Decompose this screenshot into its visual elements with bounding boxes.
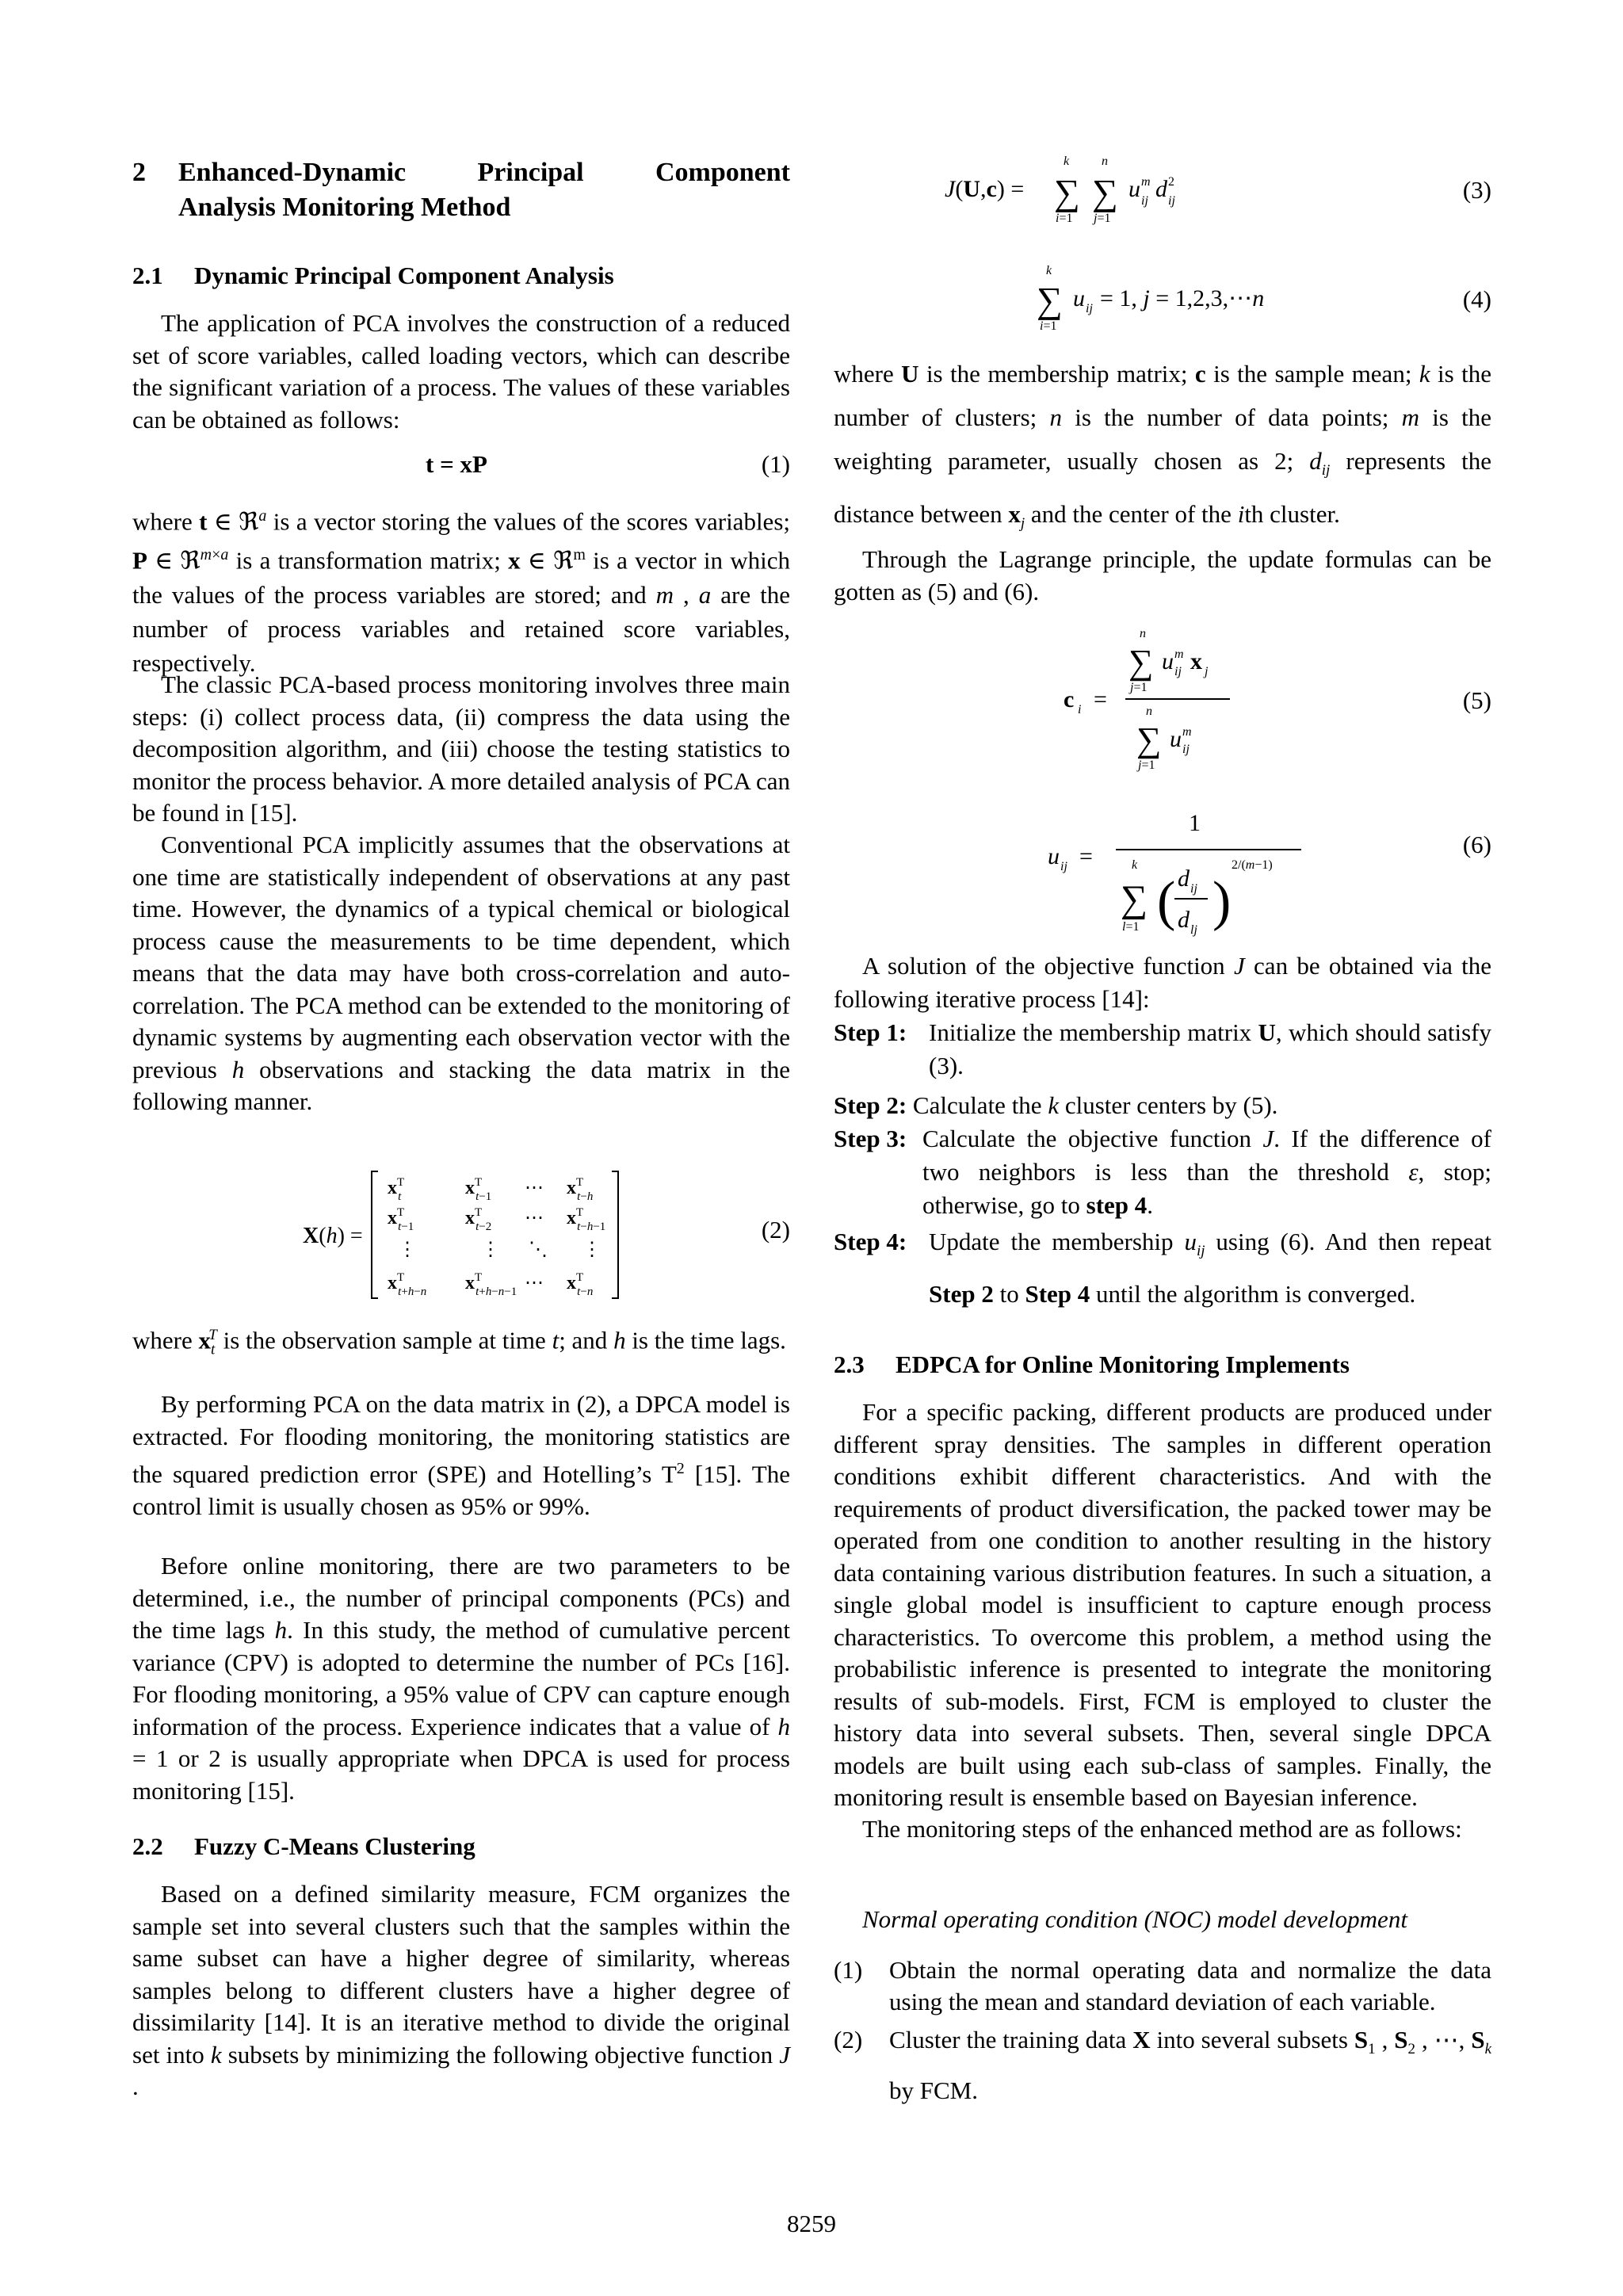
svg-text:m: m	[1174, 648, 1184, 661]
section-2-3-heading	[834, 1349, 1491, 1381]
list-item-1-number: (1)	[834, 1956, 863, 1984]
svg-text:c: c	[1064, 686, 1075, 712]
equation-1-body: t = xP	[426, 450, 487, 478]
step-4: Step 4: Update the membership $u_{ij}$ using (6). And then repeat Step 2 to Step 4 until the algorithm is converged.	[834, 1221, 1491, 1316]
list-item-1	[834, 1954, 1491, 2018]
svg-text:j: j	[1205, 665, 1209, 678]
svg-text:ij: ij	[1174, 665, 1182, 678]
section-2-1-number: 2.1	[132, 262, 163, 289]
list-item-2	[834, 2019, 1491, 2111]
paragraph-pca-intro: The application of PCA involves the construction of a reduced set of score variables, called loading vectors, which can describe the significant variation of a process. The values of these variables can be obtained as follows:	[132, 309, 790, 434]
step-1: Step 1: Initialize the membership matrix U, which should satisfy (3).	[834, 1016, 1491, 1083]
svg-text:n: n	[1140, 627, 1146, 640]
equation-5-body	[1064, 626, 1460, 777]
section-2-2-number: 2.2	[132, 1832, 163, 1860]
section-2-2-title: Fuzzy C-Means Clustering	[194, 1832, 475, 1860]
equation-4-body	[1032, 262, 1428, 333]
paragraph-dpca-model: By performing PCA on the data matrix in (2), a DPCA model is extracted. For flooding monitoring, the monitoring statistics are the squared prediction error (SPE) and Hotelling’s $T^2$ [15]. The control limit is usually chosen as 95% or 99%.	[132, 1390, 790, 1520]
equation-3-tag: (3)	[1462, 176, 1491, 204]
section-2-1-title: Dynamic Principal Component Analysis	[194, 262, 614, 289]
svg-text:= 1, j = 1,2,3,⋯n: = 1, j = 1,2,3,⋯n	[1100, 285, 1265, 311]
svg-text:n: n	[1146, 705, 1152, 718]
step-3-label: Step 3:	[834, 1125, 907, 1152]
svg-text:ij: ij	[1168, 194, 1175, 208]
svg-text:⋯: ⋯	[525, 1208, 544, 1228]
section-2-1-heading	[132, 260, 790, 292]
subheading-noc-model: Normal operating condition (NOC) model development	[862, 1905, 1407, 1933]
paragraph-pca-steps: The classic PCA-based process monitoring involves three main steps: (i) collect process data, (ii) compress the data using the decomposition algorithm, and (iii) choose the testing statistics to monitor the process behavior. A more detailed analysis of PCA can be found in [15].	[132, 670, 790, 827]
svg-text:j=1: j=1	[1138, 758, 1155, 772]
svg-text:2/(m−1): 2/(m−1)	[1232, 858, 1273, 872]
svg-text:J(U,c) =: J(U,c) =	[945, 176, 1025, 202]
svg-text:i=1: i=1	[1056, 212, 1073, 225]
svg-text:xTt−n: $x^T$ t−n	[567, 1271, 594, 1298]
section-2-number: 2	[132, 158, 146, 187]
equation-3-body	[945, 155, 1420, 227]
equation-2-tag: (2)	[761, 1216, 790, 1244]
equation-5-tag: (5)	[1462, 686, 1491, 714]
paragraph-iterative-solution: A solution of the objective function J can be obtained via the following iterative process [14]:	[834, 952, 1491, 1013]
svg-text:∑: ∑	[1092, 172, 1118, 212]
paragraph-conventional-pca: Conventional PCA implicitly assumes that the observations at one time are statistically independent of observations at any past time. However, the dynamics of a typical chemical or biological process cause the measurements to be time dependent, which means that the data may have both cross-correlation and auto-correlation. The PCA method can be extended to the monitoring of dynamic systems by augmenting each observation vector with the previous h observations and stacking the data matrix in the following manner.	[132, 831, 791, 1115]
svg-text:(: (	[1157, 871, 1176, 932]
paragraph-fcm-intro: Based on a defined similarity measure, FCM organizes the sample set into several clusters such that the samples within the same subset can have a higher degree of similarity, whereas samples belong to different clusters have a higher degree of dissimilarity [14]. It is an iterative method to divide the original set into k subsets by minimizing the following objective function J .	[132, 1880, 790, 2100]
svg-text:xTt+h−n: $x^T$ t+h−n	[388, 1271, 427, 1298]
page-number: 8259	[787, 2210, 836, 2237]
svg-text:⋯: ⋯	[525, 1178, 544, 1198]
equation-1-tag: (1)	[761, 450, 790, 478]
svg-text:x: x	[1190, 648, 1202, 674]
equation-4	[834, 262, 1491, 333]
section-2-3-number: 2.3	[834, 1350, 865, 1378]
svg-text:∑: ∑	[1054, 172, 1080, 212]
svg-text:2: 2	[1168, 175, 1174, 189]
svg-text:ij: ij	[1141, 194, 1148, 208]
equation-3	[834, 155, 1491, 227]
svg-text:xTt−1: $x^T$ t−1	[388, 1206, 414, 1233]
list-item-2-text: Cluster the training data X into several subsets $S_1$ , $S_2$ , ⋯, $S_k$ by FCM.	[889, 2026, 1491, 2105]
svg-text:d: d	[1178, 907, 1190, 933]
svg-text:xTt−2: $x^T$ t−2	[465, 1206, 492, 1233]
section-2-heading	[132, 155, 790, 225]
equation-2	[132, 1163, 790, 1306]
svg-text:u: u	[1162, 648, 1174, 674]
svg-text:m: m	[1182, 725, 1192, 739]
paragraph-monitoring-steps: The monitoring steps of the enhanced method are as follows:	[862, 1815, 1462, 1843]
step-3: Step 3: Calculate the objective function J. If the difference of two neighbors is less than the threshold ε, stop; otherwise, go to step 4.	[834, 1122, 1491, 1222]
equation-6-body	[1048, 800, 1444, 943]
svg-text:i: i	[1078, 703, 1082, 716]
svg-text:∑: ∑	[1037, 280, 1063, 320]
svg-text:⋮: ⋮	[481, 1240, 500, 1260]
svg-text:⋮: ⋮	[398, 1240, 417, 1260]
equation-2-matrix	[132, 1163, 790, 1306]
svg-text:ij: ij	[1190, 882, 1197, 896]
equation-1	[132, 444, 790, 491]
svg-text:j=1: j=1	[1094, 212, 1111, 225]
step-4-label: Step 4:	[834, 1228, 907, 1255]
svg-text:xTt−h: $x^T$ t−h	[567, 1176, 594, 1203]
step-1-label: Step 1:	[834, 1018, 907, 1046]
svg-text:xTt−h−1: $x^T$ t−h−1	[567, 1206, 606, 1233]
paragraph-observation-sample: where $x_t^T$ is the observation sample at time t; and h is the time lags.	[132, 1326, 786, 1358]
svg-text:u: u	[1128, 176, 1140, 202]
svg-text:d: d	[1155, 176, 1167, 202]
svg-text:u: u	[1073, 285, 1085, 311]
svg-text:d: d	[1178, 865, 1190, 892]
step-2-label: Step 2:	[834, 1091, 907, 1119]
svg-text:1: 1	[1189, 810, 1201, 836]
svg-text:⋱: ⋱	[529, 1240, 548, 1260]
equation-4-tag: (4)	[1462, 285, 1491, 313]
svg-text:l=1: l=1	[1122, 920, 1140, 934]
paragraph-edpca-motivation: For a specific packing, different products are produced under different spray densities. The samples in different operation conditions exhibit different characteristics. And with the requirements of product diversification, the packed tower may be operated from one condition to another resulting in the history data containing various distribution features. In such a situation, a single global model is insufficient to capture enough process characteristics. To overcome this problem, a method using the probabilistic inference is presented to integrate the monitoring results of sub-models. First, FCM is employed to cluster the history data into several subsets. Then, several single DPCA models are built using each sub-class of samples. Finally, the monitoring result is ensemble based on Bayesian inference.	[834, 1398, 1491, 1811]
section-2-title-line1: Enhanced-Dynamic Principal Component	[178, 158, 790, 187]
paragraph-online-monitoring: Before online monitoring, there are two parameters to be determined, i.e., the number of principal components (PCs) and the time lags h. In this study, the method of cumulative percent variance (CPV) is adopted to determine the number of PCs [16]. For flooding monitoring, a 95% value of CPV can capture enough information of the process. Experience indicates that a value of h = 1 or 2 is usually appropriate when DPCA is used for process monitoring [15].	[132, 1552, 790, 1805]
svg-text:=: =	[1079, 843, 1093, 869]
svg-text:n: n	[1102, 155, 1108, 168]
step-2: Step 2: Calculate the k cluster centers by (5).	[834, 1091, 1278, 1119]
svg-text:u: u	[1170, 726, 1182, 752]
paragraph-lagrange: Through the Lagrange principle, the update formulas can be gotten as (5) and (6).	[834, 545, 1491, 606]
paragraph-pca-variables: where t ∈ ℜ$^a$ is a vector storing the values of the scores variables; P ∈ ℜ$^{m\times a}$ is a transformation matrix; x ∈ ℜ$^m$ is a vector in which the values of the process variables are stored; and m , a are the number of process variables and retained score variables, respectively.	[132, 507, 791, 677]
svg-text:u: u	[1048, 843, 1060, 869]
section-2-title-line2: Analysis Monitoring Method	[178, 193, 511, 222]
section-2-2-heading	[132, 1831, 790, 1862]
svg-text:⋯: ⋯	[525, 1273, 544, 1293]
svg-text:k: k	[1132, 858, 1138, 872]
svg-text:m: m	[1141, 175, 1151, 189]
svg-text:∑: ∑	[1128, 643, 1154, 682]
equation-6-tag: (6)	[1462, 831, 1491, 858]
svg-text:xTt−1: $x^T$ t−1	[465, 1176, 492, 1203]
list-item-1-text: Obtain the normal operating data and normalize the data using the mean and standard deviation of each variable.	[889, 1956, 1491, 2015]
svg-text:k: k	[1064, 155, 1070, 168]
svg-text:lj: lj	[1190, 923, 1197, 937]
svg-text:k: k	[1046, 264, 1052, 277]
section-2-3-title: EDPCA for Online Monitoring Implements	[896, 1350, 1350, 1378]
svg-text:j=1: j=1	[1130, 681, 1148, 694]
paragraph-fcm-variables: where U is the membership matrix; c is the sample mean; k is the number of clusters; n is the number of data points; m is the weighting parameter, usually chosen as 2; $d_{ij}$ represents the distance between $x_j$ and the center of the ith cluster.	[834, 360, 1491, 533]
svg-text:ij: ij	[1060, 860, 1067, 873]
svg-text:∑: ∑	[1121, 878, 1148, 920]
svg-text:i=1: i=1	[1040, 319, 1057, 333]
equation-5	[834, 626, 1491, 777]
svg-text:xTt: $x^T$ t	[388, 1176, 405, 1203]
svg-text:∑: ∑	[1136, 720, 1162, 759]
svg-text:⋮: ⋮	[582, 1240, 601, 1260]
svg-text:=: =	[1094, 686, 1107, 712]
svg-text:X(h) =: X(h) =	[303, 1224, 363, 1248]
svg-text:xTt+h−n−1: $x^T$ t+h−n−1	[465, 1271, 517, 1298]
equation-6	[834, 800, 1491, 943]
svg-text:ij: ij	[1182, 743, 1190, 756]
svg-text:): )	[1212, 871, 1232, 932]
svg-text:ij: ij	[1086, 302, 1093, 315]
list-item-2-number: (2)	[834, 2026, 863, 2053]
